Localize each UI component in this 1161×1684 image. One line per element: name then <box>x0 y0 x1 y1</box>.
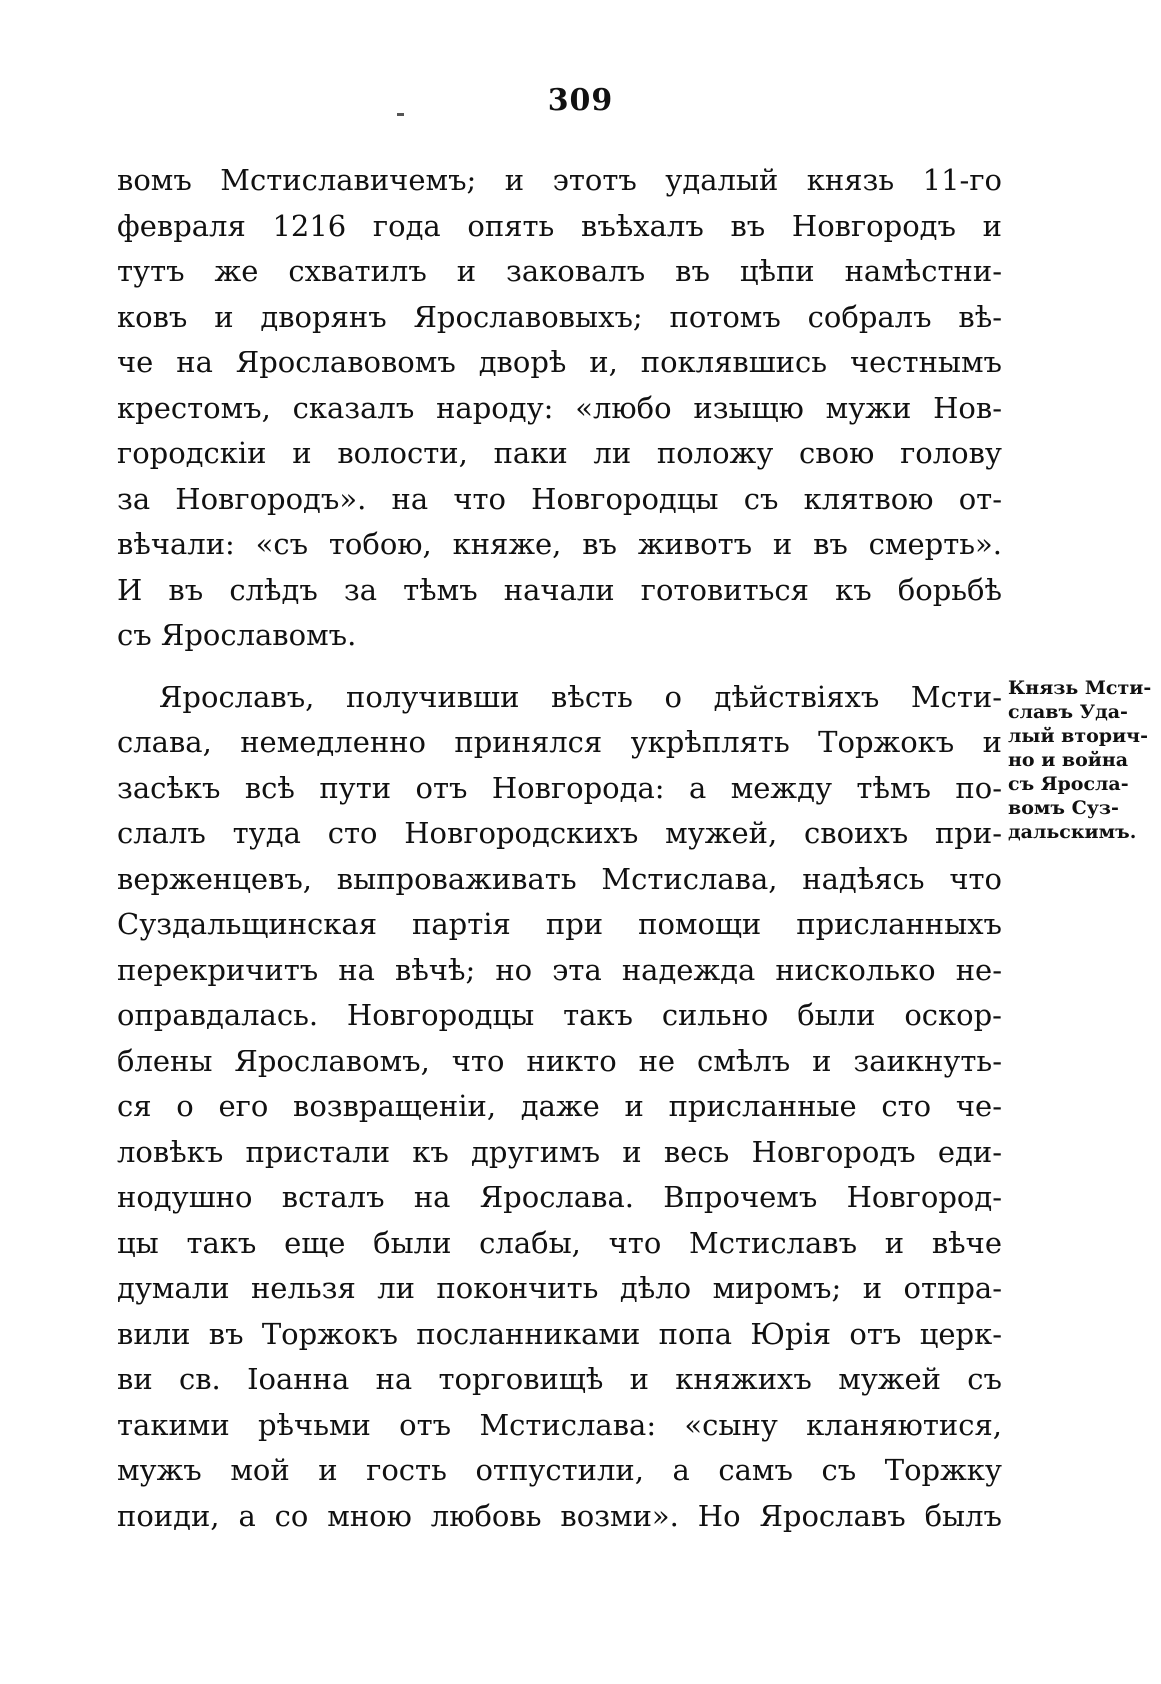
text-line: Ярославъ, получивши вѣсть о дѣйствіяхъ Мсти- <box>159 679 1002 714</box>
text-line: слава, немедленно принялся укрѣплять Торжокъ и <box>117 725 1002 759</box>
text-line: перекричитъ на вѣчѣ; но эта надежда нисколько не- <box>117 952 1002 987</box>
text-line: городскіи и волости, паки ли положу свою голову <box>117 436 1002 470</box>
text-line: оправдалась. Новгородцы такъ сильно были оскор- <box>117 998 1002 1032</box>
text-line: за Новгородъ». на что Новгородцы съ клятвою от- <box>117 481 1002 516</box>
text-line: поиди, а со мною любовь возми». Но Ярославъ былъ <box>117 1498 1002 1533</box>
text-line: ковъ и дворянъ Ярославовыхъ; потомъ собралъ вѣ- <box>117 299 1002 334</box>
text-line: ловѣкъ пристали къ другимъ и весь Новгородъ еди- <box>117 1134 1002 1169</box>
page-number: 309 <box>547 83 614 118</box>
margin-note-line: славъ Уда- <box>1008 701 1128 723</box>
text-line: И въ слѣдъ за тѣмъ начали готовиться къ борьбѣ <box>117 572 1002 607</box>
text-line: съ Ярославомъ. <box>117 618 357 652</box>
text-line: вѣчали: «съ тобою, княже, въ животъ и въ смерть». <box>117 527 1002 561</box>
margin-note-line: лый вторич- <box>1008 725 1148 747</box>
text-line: Суздальщинская партія при помощи присланныхъ <box>117 907 1002 941</box>
text-line: нодушно всталъ на Ярослава. Впрочемъ Новгород- <box>117 1180 1002 1214</box>
margin-note-line: дальскимъ. <box>1008 821 1137 843</box>
text-line: че на Ярославовомъ дворѣ и, поклявшись честнымъ <box>117 345 1002 379</box>
margin-note-line: но и война <box>1008 749 1129 771</box>
paragraph <box>117 675 1002 1540</box>
text-line: цы такъ еще были слабы, что Мстиславъ и вѣче <box>117 1225 1002 1260</box>
text-line: вили въ Торжокъ посланниками попа Юрія отъ церк- <box>117 1316 1002 1351</box>
text-line: блены Ярославомъ, что никто не смѣлъ и заикнуть- <box>117 1043 1002 1078</box>
margin-note-line: Князь Мсти- <box>1008 677 1152 699</box>
text-line: ви св. Іоанна на торговищѣ и княжихъ мужей съ <box>117 1362 1002 1396</box>
text-line: слалъ туда сто Новгородскихъ мужей, своихъ при- <box>117 816 1002 850</box>
text-line: думали нельзя ли покончить дѣло миромъ; и отпра- <box>117 1271 1002 1305</box>
text-line: февраля 1216 года опять въѣхалъ въ Новгородъ и <box>117 208 1002 243</box>
margin-note-line: вомъ Суз- <box>1008 797 1119 819</box>
paragraph <box>117 158 1002 659</box>
margin-note <box>1008 676 1158 844</box>
margin-note-line: съ Яросла- <box>1008 773 1129 795</box>
text-line: тутъ же схватилъ и заковалъ въ цѣпи намѣстни- <box>117 254 1002 288</box>
text-line: крестомъ, сказалъ народу: «любо изыщю мужи Нов- <box>117 390 1002 425</box>
text-line: засѣкъ всѣ пути отъ Новгорода: а между тѣмъ по- <box>117 770 1002 805</box>
text-line: ся о его возвращеніи, даже и присланные сто че- <box>117 1089 1002 1123</box>
text-line: верженцевъ, выпроваживать Мстислава, надѣясь что <box>117 861 1002 896</box>
text-line: вомъ Мстиславичемъ; и этотъ удалый князь 11-го <box>117 163 1002 197</box>
body-text <box>117 158 1002 1539</box>
text-line: такими рѣчьми отъ Мстислава: «сыну кланяютися, <box>117 1407 1002 1442</box>
text-line: мужъ мой и гость отпустили, а самъ съ Торжку <box>117 1453 1002 1487</box>
